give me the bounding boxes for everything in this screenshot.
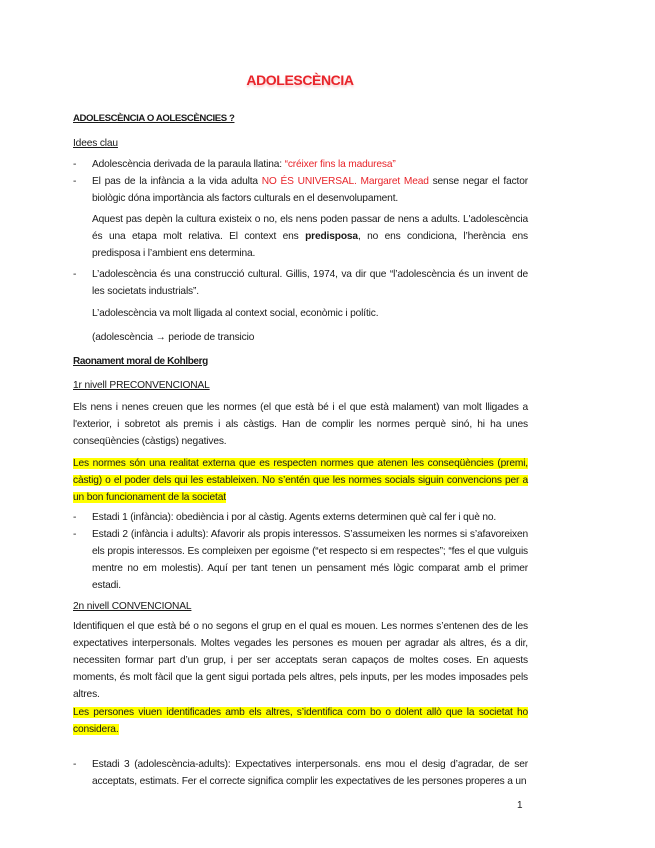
bullet-marker: -: [73, 159, 77, 170]
paragraph-context: Aquest pas depèn la cultura existeix o no, els nens poden passar de nens a adults. L'adolescència és una etapa molt relativa. El context ens predisposa, no ens condiciona, l’herència ens predisposa i l’ambient ens determina.: [92, 214, 528, 259]
paragraph-transition: (adolescència → periode de transicio: [92, 332, 255, 343]
bullet-marker: -: [73, 269, 77, 280]
page-number: 1: [517, 800, 523, 811]
document-title: ADOLESCÈNCIA: [246, 72, 354, 88]
highlight-preconventional: Les normes són una realitat externa que es respecten normes que atenen les conseqüències (premi, càstig) o el poder dels qui les estableixen. No s’entén que les normes socials siguin convencions per a un bon funcionament de la societat: [73, 458, 528, 503]
bullet-marker: -: [73, 529, 77, 540]
section-heading-adolescencia: ADOLESCÈNCIA O AOLESCÈNCIES ?: [73, 113, 235, 124]
bullet-marker: -: [73, 176, 77, 187]
bullet-stage-3: Estadi 3 (adolescència-adults): Expectatives interpersonals. ens mou el desig d’agradar, de ser acceptats, estimats. Fer el correcte significa complir les expectatives de les persones properes a un: [92, 759, 528, 787]
section-heading-kohlberg: Raonament moral de Kohlberg: [73, 356, 208, 367]
bullet-cultural-construction: L’adolescència és una construcció cultural. Gillis, 1974, va dir que “l’adolescència és un invent de les societats industrials”.: [92, 269, 528, 297]
subheading-idees-clau: Idees clau: [73, 138, 118, 149]
bullet-stage-2: Estadi 2 (infància i adults): Afavorir als propis interessos. S’assumeixen les normes si s’afavoreixen els propis interessos. Es compleixen per egoisme (“et respecto si em respectes”; “fes el que vulguis mentre no em molestis). Aquí per tant tenen un pensament més lògic comparat amb el primer estadi.: [92, 529, 528, 591]
bullet-marker: -: [73, 759, 77, 770]
highlight-conventional: Les persones viuen identificades amb els altres, s’identifica com bo o dolent allò que la societat ho considera.: [73, 707, 528, 735]
bullet-not-universal: El pas de la infància a la vida adulta NO ÉS UNIVERSAL. Margaret Mead sense negar el factor biològic dóna importància als factors culturals en el desenvolupament.: [92, 176, 528, 204]
bullet-stage-1: Estadi 1 (infància): obediència i por al càstig. Agents externs determinen què cal fer i què no.: [92, 512, 497, 523]
paragraph-social-context: L’adolescència va molt lligada al context social, econòmic i polític.: [92, 308, 379, 319]
paragraph-preconventional: Els nens i nenes creuen que les normes (el que està bé i el que està malament) van molt lligades a l'exterior, i sobretot als premis i als càstigs. Han de complir les normes perquè sinó, hi ha unes conseqüències (càstigs) negatives.: [73, 402, 528, 447]
bullet-marker: -: [73, 512, 77, 523]
paragraph-conventional: Identifiquen el que està bé o no segons el grup en el qual es mouen. Les normes s’entenen des de les expectatives interpersonals. Moltes vegades les persones es mouen per agradar als altres, és a dir, necessiten formar part d’un grup, i per ser acceptats seran capaços de moltes coses. En aquests moments, és molt fàcil que la gent sigui portada pels altres, pels inputs, per les modes imposades pels altres.: [73, 621, 528, 700]
subheading-level-2: 2n nivell CONVENCIONAL: [73, 601, 192, 612]
subheading-level-1: 1r nivell PRECONVENCIONAL: [73, 380, 210, 391]
bullet-etymology: Adolescència derivada de la paraula llatina: “créixer fins la maduresa”: [92, 159, 396, 170]
